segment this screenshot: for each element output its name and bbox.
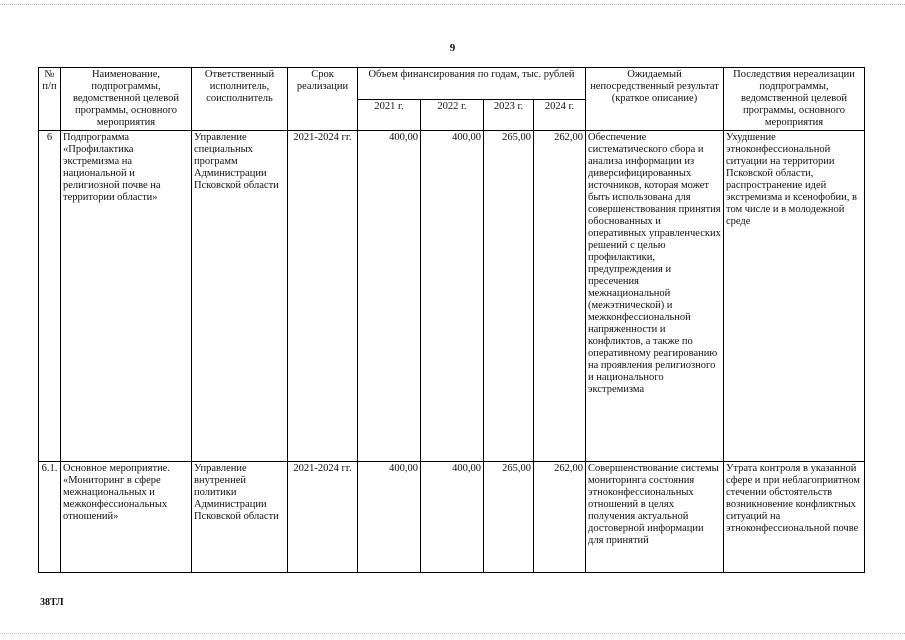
row-result: Обеспечение систематического сбора и анализа информации из диверсифицированных источников, которая может быть использована для совершенствования принятия обоснованных и оперативных управленческих решений с целью профилактики, предупреждения и пресечения межнациональной (межэтнической) и межконфессиональной напряженности и конфликтов, а также по оперативному реагированию на проявления религиозного и национального экстремизма: [586, 131, 724, 462]
row-value-2024: 262,00: [534, 462, 586, 573]
page-number: 9: [449, 42, 456, 54]
row-value-2021: 400,00: [358, 462, 421, 573]
row-term: 2021-2024 гг.: [288, 131, 358, 462]
header-name: Наименование, подпрограммы, ведомственной целевой программы, основного мероприятия: [61, 68, 192, 131]
scan-edge-top: [0, 4, 905, 6]
row-num: 6: [39, 131, 61, 462]
header-year-2024: 2024 г.: [534, 99, 586, 131]
header-consequence: Последствия нереализации подпрограммы, ведомственной целевой программы, основного мероприятия: [724, 68, 865, 131]
row-executor: Управление специальных программ Администрации Псковской области: [192, 131, 288, 462]
table-row: [39, 131, 865, 462]
program-table: [38, 67, 865, 573]
row-value-2023: 265,00: [484, 462, 534, 573]
row-value-2022: 400,00: [421, 131, 484, 462]
header-year-2021: 2021 г.: [358, 99, 421, 131]
scan-edge-bottom: [0, 633, 905, 635]
row-value-2022: 400,00: [421, 462, 484, 573]
row-name: Основное мероприятие. «Мониторинг в сфере межнациональных и межконфессиональных отношений»: [61, 462, 192, 573]
header-finance: Объем финансирования по годам, тыс. рублей: [358, 68, 586, 100]
footer-code: 38ТЛ: [40, 597, 64, 608]
header-term: Срок реализации: [288, 68, 358, 131]
row-consequence: Ухудшение этноконфессиональной ситуации на территории Псковской области, распространение идей экстремизма и ксенофобии, в том числе и в молодежной среде: [724, 131, 865, 462]
row-num: 6.1.: [39, 462, 61, 573]
row-result: Совершенствование системы мониторинга состояния этноконфессиональных отношений в целях получения актуальной достоверной информации для принятий: [586, 462, 724, 573]
table-row: [39, 462, 865, 573]
row-executor: Управление внутренней политики Администрации Псковской области: [192, 462, 288, 573]
row-value-2023: 265,00: [484, 131, 534, 462]
row-name: Подпрограмма «Профилактика экстремизма на национальной и религиозной почве на территории области»: [61, 131, 192, 462]
row-value-2024: 262,00: [534, 131, 586, 462]
header-num: № п/п: [39, 68, 61, 131]
header-year-2023: 2023 г.: [484, 99, 534, 131]
row-value-2021: 400,00: [358, 131, 421, 462]
header-row: [39, 68, 865, 100]
row-consequence: Утрата контроля в указанной сфере и при неблагоприятном стечении обстоятельств возникновение конфликтных ситуаций на этноконфессиональной почве: [724, 462, 865, 573]
header-year-2022: 2022 г.: [421, 99, 484, 131]
header-result: Ожидаемый непосредственный результат (краткое описание): [586, 68, 724, 131]
row-term: 2021-2024 гг.: [288, 462, 358, 573]
header-executor: Ответственный исполнитель, соисполнитель: [192, 68, 288, 131]
